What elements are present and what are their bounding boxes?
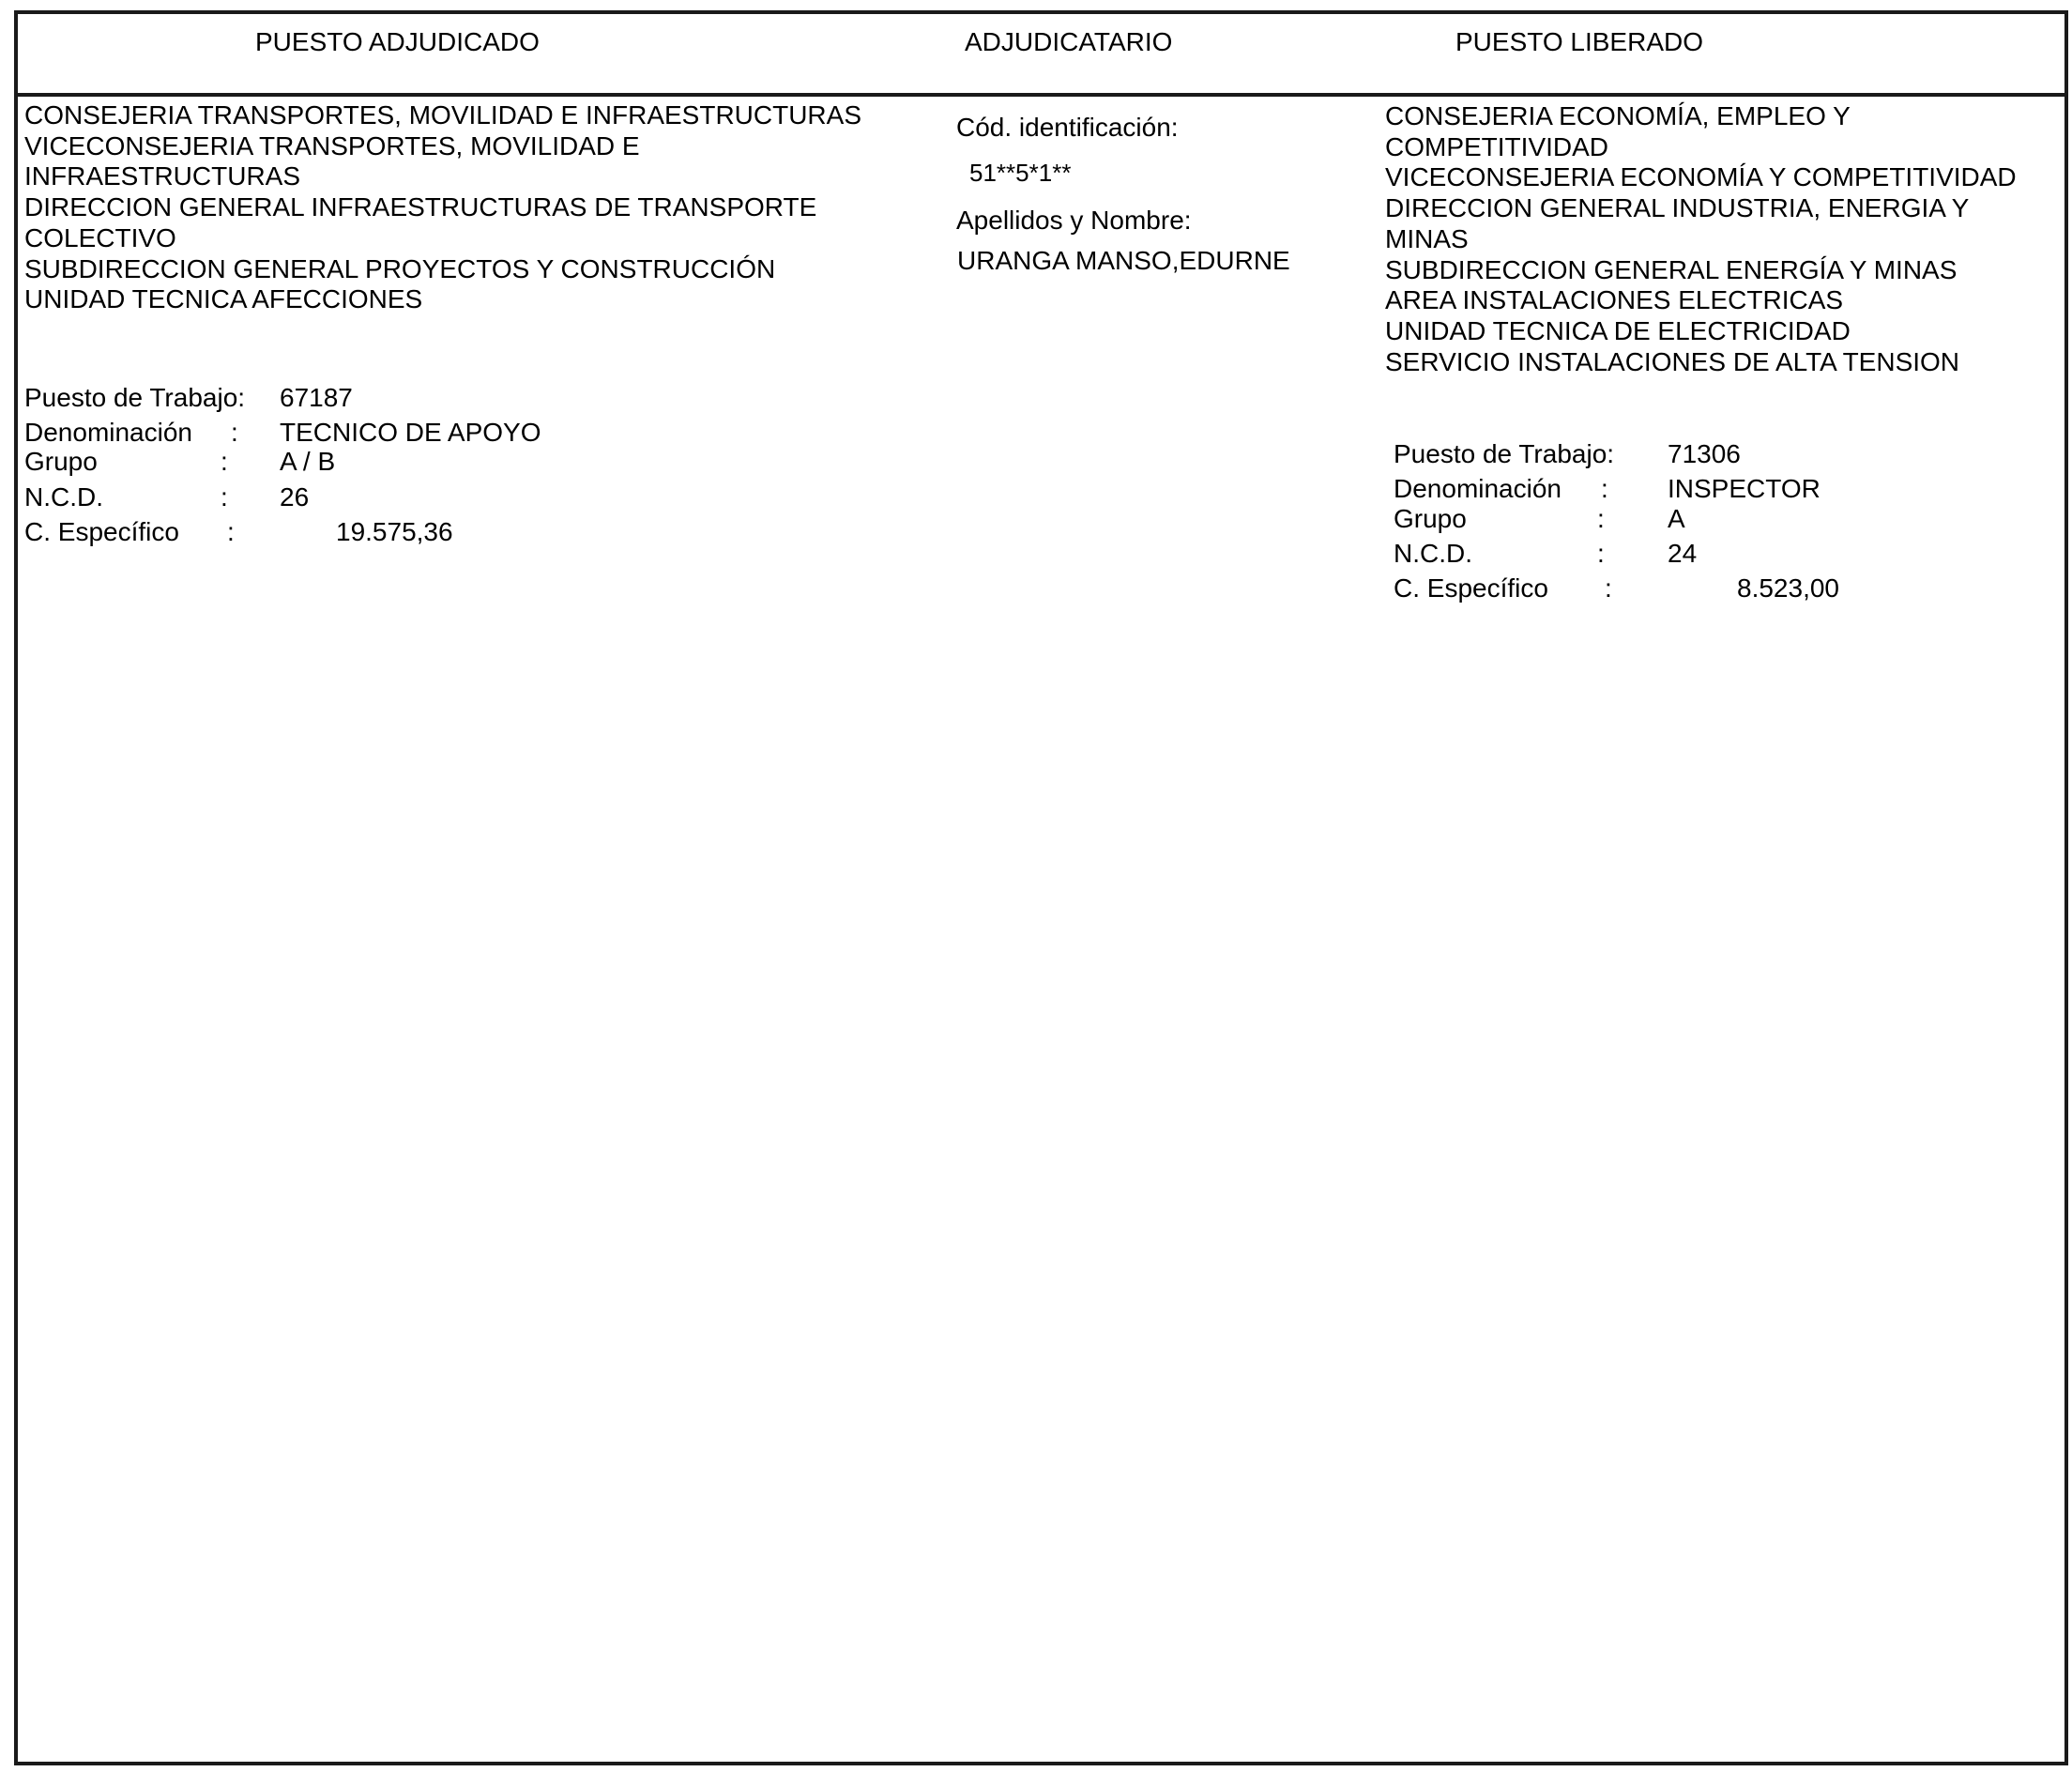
adjudicado-denominacion-label: Denominación <box>24 418 192 447</box>
org-line: COMPETITIVIDAD <box>1385 131 1609 161</box>
adjudicado-ncd-label: N.C.D. <box>24 482 103 512</box>
adjudicado-especifico-value: 19.575,36 <box>336 517 453 546</box>
adjudicatario-nombre-label: Apellidos y Nombre: <box>956 206 1192 235</box>
liberado-especifico-label: C. Específico <box>1394 573 1548 603</box>
liberado-denominacion-label: Denominación <box>1394 474 1562 503</box>
org-line: UNIDAD TECNICA DE ELECTRICIDAD <box>1385 315 1851 345</box>
org-line: VICECONSEJERIA TRANSPORTES, MOVILIDAD E <box>24 130 640 160</box>
org-line: VICECONSEJERIA ECONOMÍA Y COMPETITIVIDAD <box>1385 162 2017 192</box>
header-adjudicatario: ADJUDICATARIO <box>965 27 1173 56</box>
colon: : <box>1597 539 1605 568</box>
header-puesto-liberado: PUESTO LIBERADO <box>1455 27 1704 56</box>
adjudicatario-nombre-value: URANGA MANSO,EDURNE <box>957 246 1290 275</box>
org-line: INFRAESTRUCTURAS <box>24 161 301 191</box>
org-line: UNIDAD TECNICA AFECCIONES <box>24 284 423 314</box>
org-line: SERVICIO INSTALACIONES DE ALTA TENSION <box>1385 346 1960 376</box>
colon: : <box>227 517 235 546</box>
colon: : <box>231 418 238 447</box>
adjudicado-organization <box>24 100 861 315</box>
adjudicado-denominacion-value: TECNICO DE APOYO <box>280 418 541 447</box>
liberado-grupo-label: Grupo <box>1394 504 1467 533</box>
liberado-puesto-value: 71306 <box>1668 439 1741 468</box>
colon: : <box>1605 573 1612 603</box>
org-line: COLECTIVO <box>24 222 176 252</box>
liberado-ncd-value: 24 <box>1668 539 1698 568</box>
org-line: SUBDIRECCION GENERAL PROYECTOS Y CONSTRUCCIÓN <box>24 253 776 283</box>
colon: : <box>221 482 228 512</box>
liberado-grupo-value: A <box>1668 504 1685 533</box>
header-divider <box>14 93 2068 97</box>
liberado-especifico-value: 8.523,00 <box>1737 573 1839 603</box>
liberado-denominacion-value: INSPECTOR <box>1668 474 1821 503</box>
org-line: MINAS <box>1385 223 1469 253</box>
adjudicado-grupo-value: A / B <box>280 447 336 476</box>
liberado-puesto-label: Puesto de Trabajo: <box>1394 439 1615 468</box>
org-line: AREA INSTALACIONES ELECTRICAS <box>1385 285 1844 315</box>
colon: : <box>1601 474 1608 503</box>
adjudicado-puesto-value: 67187 <box>280 383 353 412</box>
org-line: SUBDIRECCION GENERAL ENERGÍA Y MINAS <box>1385 254 1958 284</box>
adjudicatario-cod-value: 51**5*1** <box>969 159 1072 187</box>
org-line: CONSEJERIA TRANSPORTES, MOVILIDAD E INFRAESTRUCTURAS <box>24 100 862 130</box>
adjudicado-especifico-label: C. Específico <box>24 517 179 546</box>
adjudicado-ncd-value: 26 <box>280 482 310 512</box>
colon: : <box>221 447 228 476</box>
adjudicado-puesto-label: Puesto de Trabajo: <box>24 383 246 412</box>
org-line: CONSEJERIA ECONOMÍA, EMPLEO Y <box>1385 101 1851 130</box>
adjudicatario-cod-label: Cód. identificación: <box>956 113 1179 142</box>
adjudicado-grupo-label: Grupo <box>24 447 98 476</box>
liberado-organization <box>1385 101 2017 377</box>
liberado-ncd-label: N.C.D. <box>1394 539 1472 568</box>
org-line: DIRECCION GENERAL INDUSTRIA, ENERGIA Y <box>1385 193 1970 223</box>
header-puesto-adjudicado: PUESTO ADJUDICADO <box>255 27 540 56</box>
org-line: DIRECCION GENERAL INFRAESTRUCTURAS DE TRANSPORTE <box>24 192 817 222</box>
colon: : <box>1597 504 1605 533</box>
